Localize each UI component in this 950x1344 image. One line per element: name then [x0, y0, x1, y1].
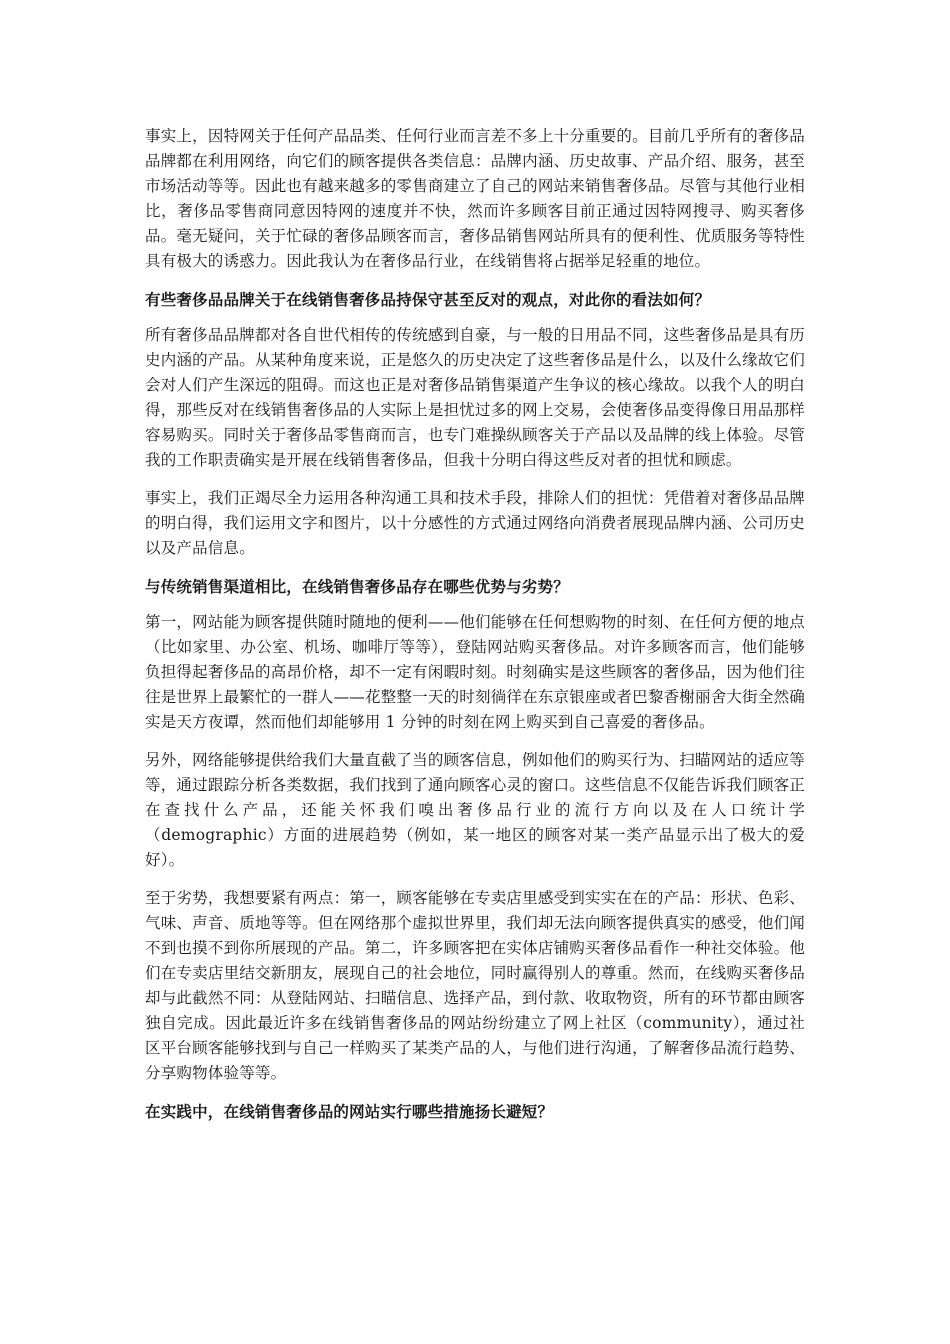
question-heading-conservative-brands: 有些奢侈品品牌关于在线销售奢侈品持保守甚至反对的观点，对此你的看法如何？ [145, 290, 711, 309]
question-heading-practice: 在实践中，在线销售奢侈品的网站实行哪些措施扬长避短？ [145, 1102, 554, 1121]
paragraph-internet-importance: 事实上，因特网关于任何产品品类、任何行业而言差不多上十分重要的。目前几乎所有的奢侈品品牌都在利用网络，向它们的顾客提供各类信息：品牌内涵、历史故事、产品介绍、服务，甚至市场活动等等。因此也有越来越多的零售商建立了自己的网站来销售奢侈品。尽管与其他行业相比，奢侈品零售商同意因特网的速度并不快，然而许多顾客目前正通过因特网搜寻、购买奢侈品。毫无疑问，关于忙碌的奢侈品顾客而言，奢侈品销售网站所具有的便利性、优质服务等特性具有极大的诱惑力。因此我认为在奢侈品行业，在线销售将占据举足轻重的地位。 [145, 127, 805, 270]
question-heading-pros-cons: 与传统销售渠道相比，在线销售奢侈品存在哪些优势与劣势？ [145, 577, 569, 596]
paragraph-customer-data: 另外，网络能够提供给我们大量直截了当的顾客信息，例如他们的购买行为、扫瞄网站的适应等等，通过跟踪分析各类数据，我们找到了通向顾客心灵的窗口。这些信息不仅能告诉我们顾客正在查找什么产品，还能关怀我们嗅出奢侈品行业的流行方向以及在人口统计学（demographic）方面的进展趋势（例如，某一地区的顾客对某一类产品显示出了极大的爱好）。 [145, 751, 805, 869]
paragraph-brand-tradition: 所有奢侈品品牌都对各自世代相传的传统感到自豪，与一般的日用品不同，这些奢侈品是具有历史内涵的产品。从某种角度来说，正是悠久的历史决定了这些奢侈品是什么，以及什么缘故它们会对人们产生深远的阻碍。而这也正是对奢侈品销售渠道产生争议的核心缘故。以我个人的明白得，那些反对在线销售奢侈品的人实际上是担忧过多的网上交易，会使奢侈品变得像日用品那样容易购买。同时关于奢侈品零售商而言，也专门难操纵顾客关于产品以及品牌的线上体验。尽管我的工作职责确实是开展在线销售奢侈品，但我十分明白得这些反对者的担忧和顾虑。 [145, 326, 805, 469]
paragraph-communication-tools: 事实上，我们正竭尽全力运用各种沟通工具和技术手段，排除人们的担忧：凭借着对奢侈品品牌的明白得，我们运用文字和图片，以十分感性的方式通过网络向消费者展现品牌内涵、公司历史以及产品信息。 [145, 489, 805, 557]
paragraph-convenience: 第一，网站能为顾客提供随时随地的便利——他们能够在任何想购物的时刻、在任何方便的地点（比如家里、办公室、机场、咖啡厅等等），登陆网站购买奢侈品。对许多顾客而言，他们能够负担得起奢侈品的高昂价格，却不一定有闲暇时刻。时刻确实是这些顾客的奢侈品，因为他们往往是世界上最繁忙的一群人——花整整一天的时刻徜徉在东京银座或者巴黎香榭丽舍大街全然确实是天方夜谭，然而他们却能够用 1 分钟的时刻在网上购买到自己喜爱的奢侈品。 [145, 613, 805, 731]
document-page [145, 124, 805, 1135]
paragraph-disadvantages: 至于劣势，我想要紧有两点：第一，顾客能够在专卖店里感受到实实在在的产品：形状、色彩、气味、声音、质地等等。但在网络那个虚拟世界里，我们却无法向顾客提供真实的感受，他们闻不到也摸不到你所展现的产品。第二，许多顾客把在实体店铺购买奢侈品看作一种社交体验。他们在专卖店里结交新朋友，展现自己的社会地位，同时赢得别人的尊重。然而，在线购买奢侈品却与此截然不同：从登陆网站、扫瞄信息、选择产品，到付款、收取物资，所有的环节都由顾客独自完成。因此最近许多在线销售奢侈品的网站纷纷建立了网上社区（community），通过社区平台顾客能够找到与自己一样购买了某类产品的人，与他们进行沟通，了解奢侈品流行趋势、分享购物体验等等。 [145, 889, 805, 1082]
